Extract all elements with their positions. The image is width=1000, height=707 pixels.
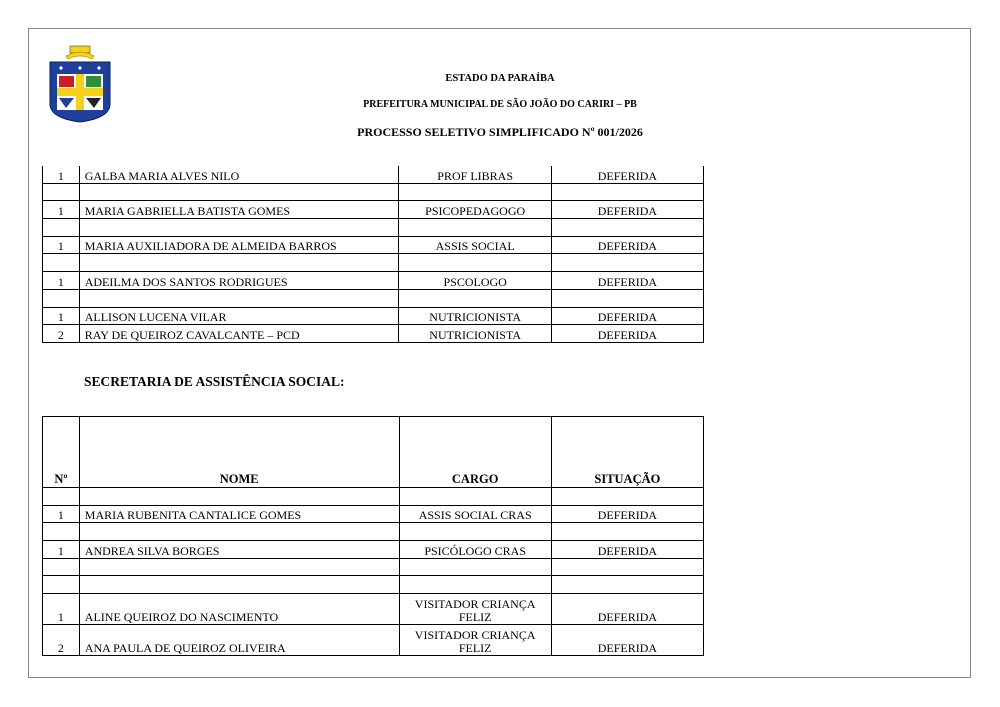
candidate-status bbox=[551, 254, 703, 272]
candidate-status bbox=[551, 523, 703, 541]
role-line-1: VISITADOR CRIANÇA bbox=[414, 597, 536, 612]
candidate-status: DEFERIDA bbox=[551, 541, 703, 559]
candidate-role: NUTRICIONISTA bbox=[399, 307, 551, 325]
candidate-status: DEFERIDA bbox=[551, 236, 703, 254]
candidate-role: PSCOLOGO bbox=[399, 272, 551, 290]
candidate-role: PROF LIBRAS bbox=[399, 166, 551, 183]
candidate-role: NUTRICIONISTA bbox=[399, 325, 551, 343]
candidate-name bbox=[79, 488, 399, 506]
table-row bbox=[43, 576, 704, 594]
row-number: 2 bbox=[43, 325, 80, 343]
candidate-status: DEFERIDA bbox=[551, 505, 703, 523]
header-status: SITUAÇÃO bbox=[551, 417, 703, 488]
candidate-role: ASSIS SOCIAL bbox=[399, 236, 551, 254]
candidate-name: ALLISON LUCENA VILAR bbox=[79, 307, 399, 325]
table-row bbox=[43, 183, 704, 201]
candidate-status bbox=[551, 558, 703, 576]
table-row bbox=[43, 166, 704, 183]
social-assistance-table bbox=[42, 416, 704, 656]
candidate-name: ANDREA SILVA BORGES bbox=[79, 541, 399, 559]
table-row bbox=[43, 594, 704, 625]
table-row bbox=[43, 625, 704, 656]
row-number: 1 bbox=[43, 201, 80, 219]
results-table-continued bbox=[42, 166, 704, 343]
row-number: 1 bbox=[43, 307, 80, 325]
candidate-status: DEFERIDA bbox=[551, 272, 703, 290]
row-number: 1 bbox=[43, 236, 80, 254]
candidate-role bbox=[399, 523, 551, 541]
role-line-1: VISITADOR CRIANÇA bbox=[414, 628, 536, 643]
candidate-role bbox=[399, 625, 551, 656]
table-row bbox=[43, 236, 704, 254]
candidate-name bbox=[79, 289, 399, 307]
candidate-name: ALINE QUEIROZ DO NASCIMENTO bbox=[79, 594, 399, 625]
candidate-status bbox=[551, 183, 703, 201]
candidate-status: DEFERIDA bbox=[551, 201, 703, 219]
candidate-role bbox=[399, 488, 551, 506]
candidate-role bbox=[399, 289, 551, 307]
candidate-name: MARIA AUXILIADORA DE ALMEIDA BARROS bbox=[79, 236, 399, 254]
candidate-name: MARIA GABRIELLA BATISTA GOMES bbox=[79, 201, 399, 219]
row-number: 1 bbox=[43, 505, 80, 523]
section-title: SECRETARIA DE ASSISTÊNCIA SOCIAL: bbox=[84, 374, 345, 389]
row-number bbox=[43, 183, 80, 201]
candidate-status: DEFERIDA bbox=[551, 325, 703, 343]
candidate-name bbox=[79, 254, 399, 272]
crown-icon bbox=[66, 46, 94, 59]
row-number: 1 bbox=[43, 166, 80, 183]
candidate-name bbox=[79, 576, 399, 594]
process-title: PROCESSO SELETIVO SIMPLIFICADO Nº 001/2026 bbox=[357, 125, 643, 139]
candidate-role bbox=[399, 183, 551, 201]
candidate-role: ASSIS SOCIAL CRAS bbox=[399, 505, 551, 523]
candidate-role bbox=[399, 219, 551, 237]
role-line-2: FELIZ bbox=[458, 641, 492, 656]
table-row bbox=[43, 289, 704, 307]
candidate-name bbox=[79, 523, 399, 541]
table-row bbox=[43, 523, 704, 541]
candidate-name: ADEILMA DOS SANTOS RODRIGUES bbox=[79, 272, 399, 290]
candidate-name bbox=[79, 558, 399, 576]
candidate-name bbox=[79, 183, 399, 201]
table-row bbox=[43, 219, 704, 237]
role-line-2: FELIZ bbox=[458, 610, 492, 625]
table-row bbox=[43, 541, 704, 559]
table-row bbox=[43, 272, 704, 290]
candidate-status bbox=[551, 576, 703, 594]
row-number: 1 bbox=[43, 594, 80, 625]
row-number bbox=[43, 219, 80, 237]
row-number bbox=[43, 523, 80, 541]
header-number: Nº bbox=[43, 417, 80, 488]
candidate-status: DEFERIDA bbox=[551, 625, 703, 656]
candidate-role: PSICÓLOGO CRAS bbox=[399, 541, 551, 559]
table-row bbox=[43, 558, 704, 576]
row-number: 1 bbox=[43, 272, 80, 290]
candidate-name bbox=[79, 219, 399, 237]
table-row bbox=[43, 307, 704, 325]
row-number bbox=[43, 576, 80, 594]
candidate-role bbox=[399, 594, 551, 625]
table-row bbox=[43, 325, 704, 343]
candidate-status: DEFERIDA bbox=[551, 307, 703, 325]
header-role: CARGO bbox=[399, 417, 551, 488]
candidate-role: PSICOPEDAGOGO bbox=[399, 201, 551, 219]
candidate-status: DEFERIDA bbox=[551, 166, 703, 183]
state-title: ESTADO DA PARAÍBA bbox=[445, 73, 555, 84]
table-row bbox=[43, 505, 704, 523]
row-number: 1 bbox=[43, 541, 80, 559]
prefecture-title: PREFEITURA MUNICIPAL DE SÃO JOÃO DO CARIRI – PB bbox=[363, 99, 637, 110]
candidate-status: DEFERIDA bbox=[551, 594, 703, 625]
candidate-role bbox=[399, 558, 551, 576]
row-number bbox=[43, 289, 80, 307]
row-number bbox=[43, 488, 80, 506]
candidate-status bbox=[551, 289, 703, 307]
candidate-name: RAY DE QUEIROZ CAVALCANTE – PCD bbox=[79, 325, 399, 343]
table-header-row bbox=[43, 417, 704, 488]
candidate-name: ANA PAULA DE QUEIROZ OLIVEIRA bbox=[79, 625, 399, 656]
candidate-status bbox=[551, 488, 703, 506]
candidate-name: GALBA MARIA ALVES NILO bbox=[79, 166, 399, 183]
candidate-role bbox=[399, 576, 551, 594]
table-row bbox=[43, 254, 704, 272]
candidate-role bbox=[399, 254, 551, 272]
header-name: NOME bbox=[79, 417, 399, 488]
municipal-coat-of-arms-icon bbox=[48, 44, 112, 124]
row-number bbox=[43, 558, 80, 576]
candidate-status bbox=[551, 219, 703, 237]
table-row bbox=[43, 201, 704, 219]
row-number: 2 bbox=[43, 625, 80, 656]
row-number bbox=[43, 254, 80, 272]
candidate-name: MARIA RUBENITA CANTALICE GOMES bbox=[79, 505, 399, 523]
table-row bbox=[43, 488, 704, 506]
